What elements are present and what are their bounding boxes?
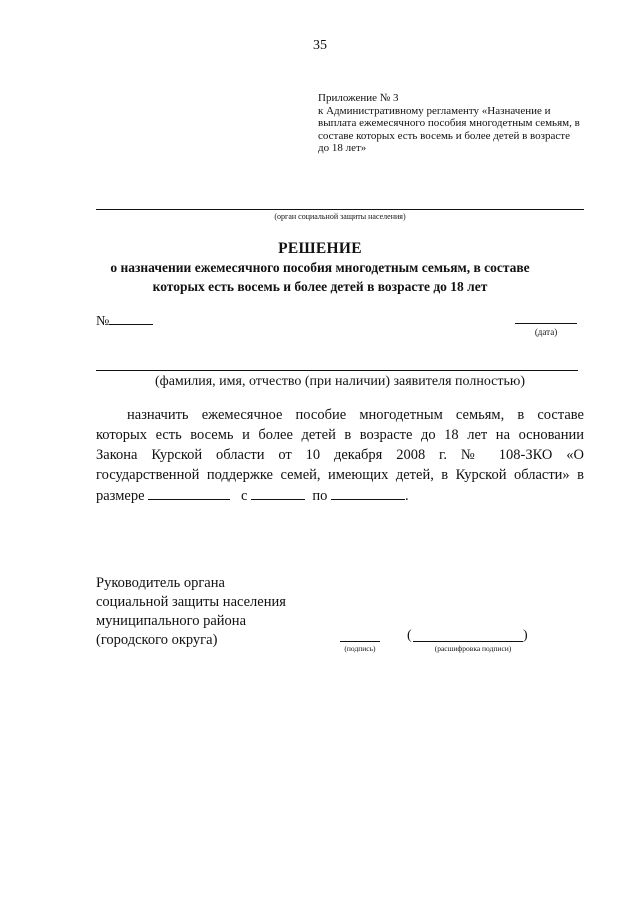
to-label: по [312, 488, 328, 504]
organ-caption: (орган социальной защиты населения) [274, 212, 406, 221]
appendix-line: выплата ежемесячного пособия многодетным семьям, в [318, 117, 580, 129]
from-label: с [241, 488, 248, 504]
document-subtitle-line-2: которых есть восемь и более детей в возрасте до 18 лет [152, 279, 488, 294]
applicant-caption: (фамилия, имя, отчество (при наличии) заявителя полностью) [154, 374, 526, 389]
appendix-line: к Административному регламенту «Назначение и [318, 104, 551, 117]
organ-line [96, 209, 584, 210]
decision-number[interactable] [96, 312, 153, 330]
amount-blank[interactable] [148, 487, 230, 500]
document-subtitle-line-1: о назначении ежемесячного пособия многодетным семьям, в составе [110, 260, 530, 275]
signatory-block [96, 574, 286, 650]
amount-line [96, 487, 409, 505]
decryption-blank[interactable] [413, 641, 523, 642]
date-caption: (дата) [534, 327, 558, 337]
appendix-line: составе которых есть восемь и более детей в возрасте [318, 129, 570, 142]
appendix-line: до 18 лет» [318, 142, 367, 154]
document-title: РЕШЕНИЕ [278, 240, 362, 257]
signatory-line: муниципального района [96, 613, 246, 629]
signatory-line: Руководитель органа [96, 575, 225, 591]
signatory-line: социальной защиты населения [96, 594, 286, 610]
appendix-line: Приложение № 3 [318, 92, 399, 104]
amount-prefix: размере [96, 488, 145, 504]
period-end: . [404, 488, 409, 504]
appendix-note [318, 92, 593, 155]
applicant-line[interactable] [96, 370, 578, 371]
signatory-line: (городского округа) [96, 632, 218, 648]
body-text-line: назначить ежемесячное пособие многодетным семьям, в составе [127, 407, 584, 423]
body-text-line: которых есть восемь и более детей в возрасте до 18 лет на основании [96, 427, 584, 443]
signature-blank[interactable] [340, 641, 380, 642]
date-blank[interactable] [515, 323, 577, 324]
from-date-blank[interactable] [251, 487, 305, 500]
signature-caption: (подпись) [344, 644, 376, 653]
decryption-open-paren: ( [407, 628, 412, 643]
decryption-close-paren: ) [523, 628, 528, 643]
page-number: 35 [313, 38, 327, 53]
number-blank[interactable] [109, 312, 153, 325]
decryption-caption: (расшифровка подписи) [434, 644, 512, 653]
number-sign: № [96, 314, 110, 329]
to-date-blank[interactable] [331, 487, 405, 500]
body-text-line: Закона Курской области от 10 декабря 2008 г. № 108-ЗКО «О [96, 447, 584, 463]
body-text-line: государственной поддержке семей, имеющих детей, в Курской области» в [96, 467, 584, 483]
